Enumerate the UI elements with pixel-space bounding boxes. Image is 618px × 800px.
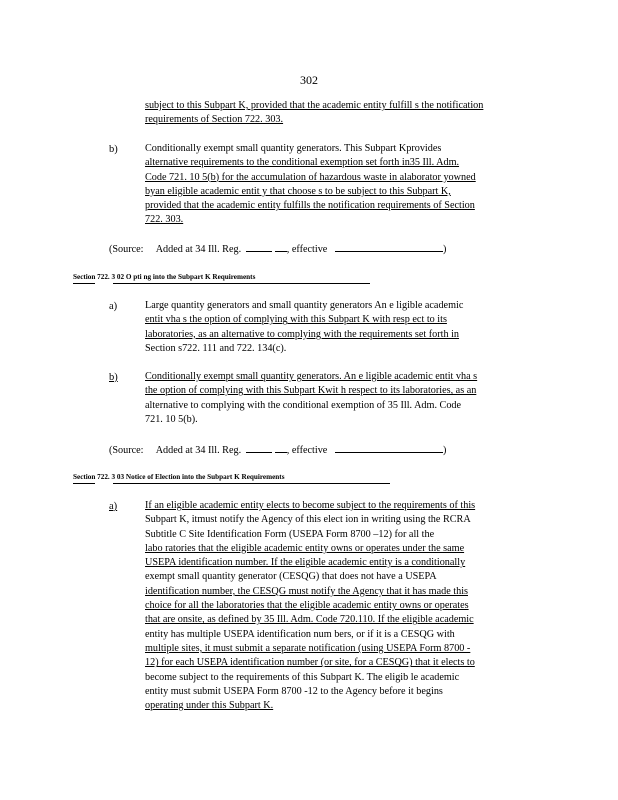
item-label: a): [109, 501, 118, 512]
text-line: requirements of Section 722. 303.: [145, 114, 284, 126]
effective-date-blank: [335, 242, 443, 252]
text-line: USEPA identification number. If the eligible academic entity is a conditionally: [145, 557, 466, 569]
page-blank: [275, 443, 287, 453]
source-label: (Source:: [109, 445, 144, 456]
source-note: [109, 443, 446, 456]
heading-underline: [113, 483, 390, 484]
text-line: provided that the academic entity fulfills the notification requirements of Section: [145, 200, 475, 212]
source-close: ): [442, 445, 447, 456]
text-line: operating under this Subpart K.: [145, 700, 274, 712]
text-line: laboratories, as an alternative to complying with the requirements set forth in: [145, 328, 460, 340]
section-heading-text: Section 722. 3 03 Notice of Election into the Subpart K Requirements: [73, 473, 285, 481]
text-line: Large quantity generators and small quantity generators An e ligible academic: [145, 300, 464, 311]
source-note: [109, 242, 446, 255]
text-line: the option of complying with this Subpart Kwit h respect to its laboratories, as an: [145, 385, 477, 397]
heading-underline: [73, 283, 95, 284]
text-line: identification number, the CESQG must notify the Agency that it has made this: [145, 585, 468, 597]
item-label: b): [109, 372, 118, 383]
text-line: If an eligible academic entity elects to become subject to the requirements of this: [145, 500, 476, 511]
text-line: become subject to the requirements of this Subpart K. The eligib le academic: [145, 671, 460, 683]
text-line: byan eligible academic entit y that choose s to be subject to this Subpart K,: [145, 185, 451, 197]
effective-date-blank: [335, 443, 443, 453]
source-effective-text: , effective: [286, 445, 328, 456]
text-line: Subpart K, itmust notify the Agency of this elect ion in writing using the RCRA: [145, 514, 471, 526]
text-line: 721. 10 5(b).: [145, 413, 198, 425]
source-added-text: Added at 34 Ill. Reg.: [155, 445, 242, 456]
paragraph-a-large-quantity: [145, 299, 540, 356]
source-added-text: Added at 34 Ill. Reg.: [155, 244, 242, 255]
page-number: 302: [300, 73, 318, 87]
page-blank: [275, 242, 287, 252]
text-line: entit vha s the option of complying with this Subpart K with resp ect to its: [145, 314, 447, 326]
source-effective-text: , effective: [286, 244, 328, 255]
text-line: entity has multiple USEPA identification num bers, or if it is a CESQG with: [145, 628, 455, 640]
volume-blank: [246, 242, 272, 252]
text-line: entity must submit USEPA Form 8700 -12 to the Agency before it begins: [145, 685, 443, 697]
continuation-paragraph: [145, 99, 540, 128]
text-line: multiple sites, it must submit a separate notification (using USEPA Form 8700 -: [145, 642, 471, 654]
source-close: ): [442, 244, 447, 255]
item-label: b): [109, 144, 118, 155]
section-heading-text: Section 722. 3 02 O pti ng into the Subpart K Requirements: [73, 273, 256, 281]
heading-underline: [73, 483, 95, 484]
paragraph-b-conditionally-exempt: [145, 142, 540, 228]
paragraph-b-conditionally-exempt-option: [145, 370, 540, 427]
text-line: Conditionally exempt small quantity generators. An e ligible academic entit vha s: [145, 371, 478, 382]
section-heading: [73, 273, 255, 281]
text-line: that are onsite, as defined by 35 Ill. Adm. Code 720.110. If the eligible academic: [145, 614, 474, 626]
text-line: Section s722. 111 and 722. 134(c).: [145, 342, 287, 354]
text-line: alternative to complying with the conditional exemption of 35 Ill. Adm. Code: [145, 399, 462, 411]
text-line: labo ratories that the eligible academic entity owns or operates under the same: [145, 542, 465, 554]
paragraph-a-notice-of-election: [145, 499, 540, 713]
section-heading: [73, 473, 285, 481]
volume-blank: [246, 443, 272, 453]
text-line: Conditionally exempt small quantity generators. This Subpart Kprovides: [145, 143, 442, 154]
text-line: 722. 303.: [145, 214, 184, 226]
text-line: Code 721. 10 5(b) for the accumulation of hazardous waste in alaborator yowned: [145, 171, 476, 183]
text-line: exempt small quantity generator (CESQG) that does not have a USEPA: [145, 571, 437, 583]
text-line: Subtitle C Site Identification Form (USEPA Form 8700 –12) for all the: [145, 528, 435, 540]
text-line: alternative requirements to the conditional exemption set forth in35 Ill. Adm.: [145, 157, 460, 169]
text-line: choice for all the laboratories that the eligible academic entity owns or operates: [145, 600, 469, 612]
text-line: 12) for each USEPA identification number (or site, for a CESQG) that it elects to: [145, 657, 475, 669]
heading-underline: [113, 283, 370, 284]
item-label: a): [109, 301, 118, 312]
source-label: (Source:: [109, 244, 144, 255]
text-line: subject to this Subpart K, provided that the academic entity fulfill s the notification: [145, 100, 484, 111]
